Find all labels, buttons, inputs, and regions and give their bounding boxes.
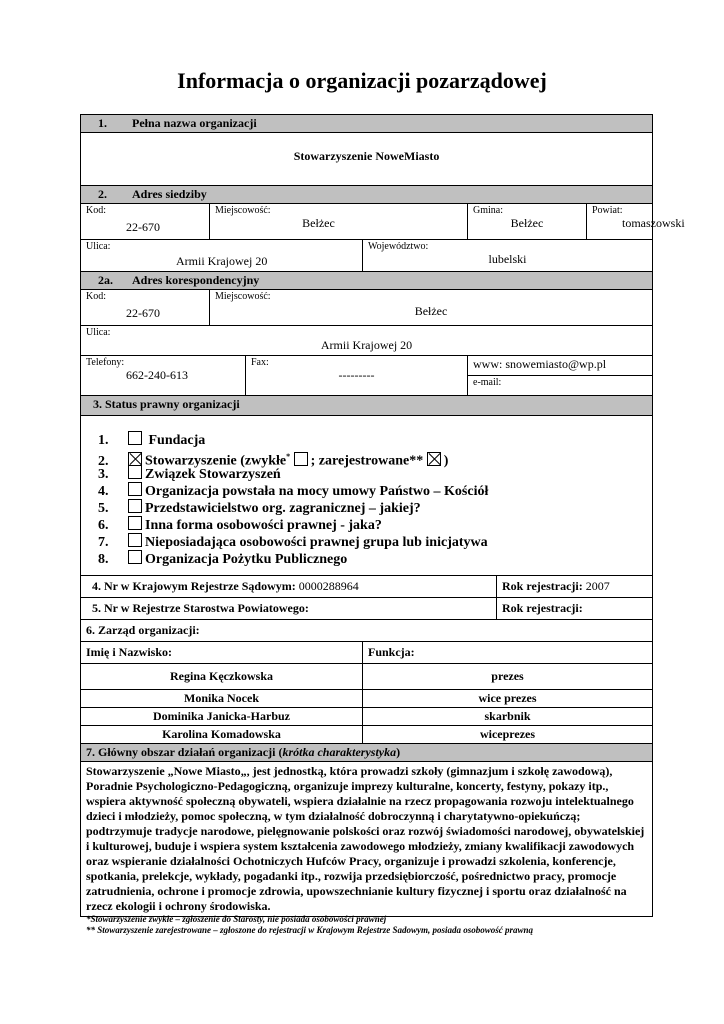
seat-province-cell: Województwo: lubelski <box>363 240 653 272</box>
corr-street-cell: Ulica: Armii Krajowej 20 <box>81 326 653 356</box>
status-item: 5. Przedstawicielstwo org. zagranicznej – jakiej? <box>98 501 421 516</box>
corr-locality-cell: Miejscowość: Bełżec <box>210 290 653 326</box>
section-2-header: 2. Adres siedziby <box>81 186 653 204</box>
footnotes <box>86 914 533 936</box>
status-item: 8. Organizacja Pożytku Publicznego <box>98 552 348 567</box>
col-role-header: Funkcja: <box>363 642 653 664</box>
seat-commune-cell: Gmina: Bełżec <box>468 204 587 240</box>
section-1-header: 1. Pełna nazwa organizacji <box>81 115 653 133</box>
checkbox-panstwo-kosciol[interactable] <box>128 482 142 496</box>
checkbox-grupa-inicjatywa[interactable] <box>128 533 142 547</box>
checkbox-stowarzyszenie[interactable] <box>128 452 142 466</box>
www-cell: www: snowemiasto@wp.pl <box>468 356 653 376</box>
section-2a-header: 2a. Adres korespondencyjny <box>81 272 653 290</box>
col-name-header: Imię i Nazwisko: <box>81 642 363 664</box>
checkbox-fundacja[interactable] <box>128 431 142 445</box>
status-item: 7. Nieposiadająca osobowości prawnej grupa lub inicjatywa <box>98 535 488 550</box>
status-item: 2. Stowarzyszenie (zwykłe* ; zarejestrowane** ) <box>98 452 449 469</box>
checkbox-zwiazek[interactable] <box>128 465 142 479</box>
member-name: Karolina Komadowska <box>81 726 363 744</box>
section-6-header: 6. Zarząd organizacji: <box>81 620 653 642</box>
krs-year-cell: Rok rejestracji: 2007 <box>497 576 653 598</box>
organization-name: Stowarzyszenie NoweMiasto <box>81 133 653 186</box>
seat-postal-code-cell: Kod: 22-670 <box>81 204 210 240</box>
checkbox-przedstawicielstwo[interactable] <box>128 499 142 513</box>
starostwo-cell: 5. Nr w Rejestrze Starostwa Powiatowego: <box>81 598 497 620</box>
legal-status-list <box>86 417 647 567</box>
seat-street-cell: Ulica: Armii Krajowej 20 <box>81 240 363 272</box>
status-item: 6. Inna forma osobowości prawnej - jaka? <box>98 518 382 533</box>
fax-cell: Fax: --------- <box>246 356 468 396</box>
checkbox-zwykle[interactable] <box>294 452 308 466</box>
status-item: 3. Związek Stowarzyszeń <box>98 467 281 482</box>
member-role: prezes <box>363 664 653 690</box>
page-title: Informacja o organizacji pozarządowej <box>177 68 547 93</box>
checkbox-opp[interactable] <box>128 550 142 564</box>
checkbox-inna-forma[interactable] <box>128 516 142 530</box>
member-role: wice prezes <box>363 690 653 708</box>
krs-cell: 4. Nr w Krajowym Rejestrze Sądowym: 0000288964 <box>81 576 497 598</box>
section-3-header: 3. Status prawny organizacji <box>81 396 653 416</box>
phones-cell: Telefony: 662-240-613 <box>81 356 246 396</box>
status-item: 4. Organizacja powstała na mocy umowy Państwo – Kościół <box>98 484 489 499</box>
footnote-2: ** Stowarzyszenie zarejestrowane – zgłoszone do rejestracji w Krajowym Rejestrze Sadowym, posiada osobowość prawną <box>86 925 534 935</box>
checkbox-zarejestrowane[interactable] <box>427 452 441 466</box>
seat-locality-cell: Miejscowość: Bełżec <box>210 204 468 240</box>
corr-postal-code-cell: Kod: 22-670 <box>81 290 210 326</box>
legal-status-cell <box>81 416 653 576</box>
member-name: Regina Kęczkowska <box>81 664 363 690</box>
member-role: wiceprezes <box>363 726 653 744</box>
member-role: skarbnik <box>363 708 653 726</box>
starostwo-year-cell: Rok rejestracji: <box>497 598 653 620</box>
footnote-1: *Stowarzyszenie zwykłe – zgłoszenie do Starosty, nie posiada osobowości prawnej <box>86 914 387 924</box>
activity-description: Stowarzyszenie „Nowe Miasto„, jest jednostką, która prowadzi szkoły (gimnazjum i szkołę zawodową), Poradnie Psychologiczno-Pedagogiczną, organizuje imprezy kulturalne, koncerty, festyny, pokazy itp., wspiera aktywność społeczną obywateli, wspiera działalnie na rzecz propagowania rozwoju intelektualnego dzieci i młodzieży, pomoc społeczną, w tym działalność dobroczynną i charytatywno-opiekuńczą; podtrzymuje tradycje narodowe, pielęgnowanie polskości oraz rozwój świadomości narodowej, obywatelskiej i kulturowej, buduje i wspiera system kształcenia zawodowego młodzieży, zmiany kwalifikacji zawodowych oraz wspieranie działalności Ochotniczych Hufców Pracy, organizuje i prowadzi szkolenia, konferencje, spotkania, prelekcje, wykłady, pogadanki itp., rozwija przedsiębiorczość, pośrednictwo pracy, promocje zatrudnienia, ochrone i promocje zdrowia, upowszechnianie kultury fizycznej i sportu oraz działalność na rzecz ekologii i ochrony środowiska. <box>81 762 653 917</box>
seat-county-cell: Powiat: tomaszowski <box>587 204 653 240</box>
section-7-header: 7. Główny obszar działań organizacji (krótka charakterystyka) <box>81 744 653 762</box>
status-item: 1. Fundacja <box>98 433 206 448</box>
email-cell: e-mail: <box>468 376 653 396</box>
member-name: Dominika Janicka-Harbuz <box>81 708 363 726</box>
organization-form <box>80 114 685 917</box>
member-name: Monika Nocek <box>81 690 363 708</box>
